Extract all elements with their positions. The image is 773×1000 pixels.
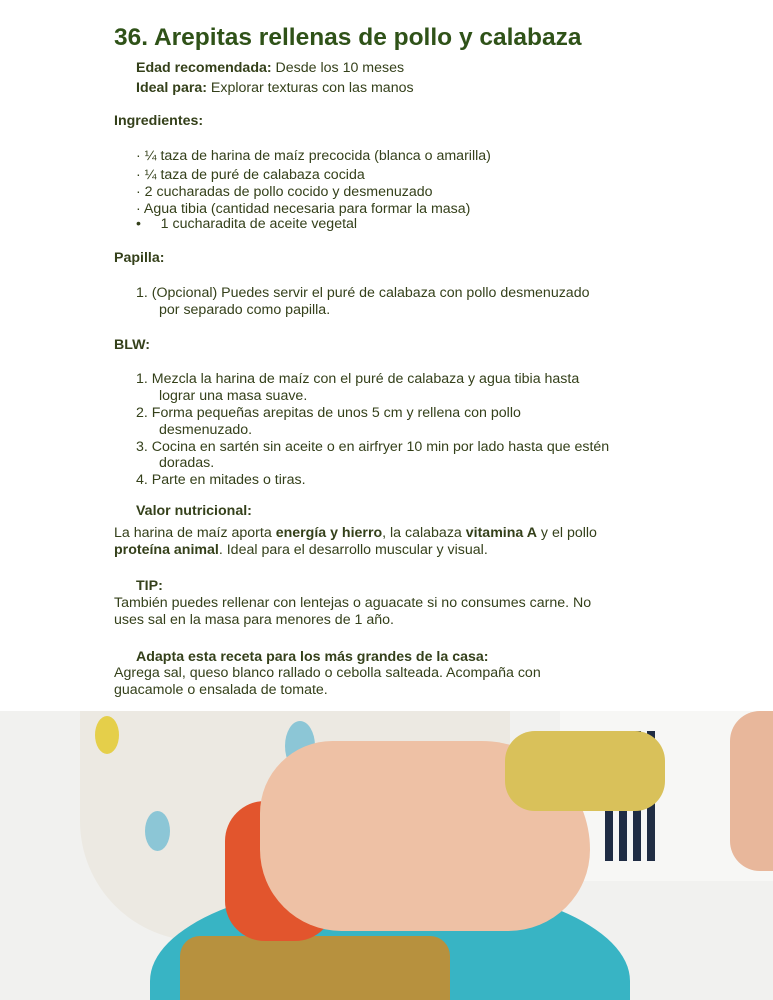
adapt-text: guacamole o ensalada de tomate. [114,682,328,698]
bib-dot [145,811,170,851]
highlight: proteína animal [114,542,219,558]
age-line [136,60,404,77]
blw-step: 4. Parte en mitades o tiras. [136,472,306,488]
blw-step-cont: lograr una masa suave. [159,388,308,404]
arepa-in-hand [505,731,665,811]
bib-dot [95,716,119,754]
highlight: energía y hierro [275,525,383,541]
tip-heading: TIP: [136,578,163,594]
papilla-step: 1. (Opcional) Puedes servir el puré de calabaza con pollo desmenuzado [136,285,590,301]
blw-step-cont: desmenuzado. [159,422,253,438]
tip-text: También puedes rellenar con lentejas o aguacate si no consumes carne. No [114,595,592,611]
blw-step: 3. Cocina en sartén sin aceite o en airfryer 10 min por lado hasta que estén [136,439,610,455]
arepa-on-plate [180,936,450,1000]
text: La harina de maíz aporta [114,525,276,541]
adapt-heading: Adapta esta receta para los más grandes de la casa: [136,649,489,665]
baby-arm-right [730,711,773,871]
adapt-text: Agrega sal, queso blanco rallado o cebolla salteada. Acompaña con [114,665,541,681]
baby-eating-photo [0,711,773,1000]
text: y el pollo [536,525,597,541]
ingredient-item: • 1 cucharadita de aceite vegetal [136,216,358,232]
nutrition-text-2 [114,542,488,559]
age-label: Edad recomendada: [136,60,272,76]
ideal-label: Ideal para: [136,80,207,96]
tip-text: uses sal en la masa para menores de 1 año. [114,612,394,628]
blw-step-cont: doradas. [159,455,215,471]
ideal-line [136,80,414,97]
ingredient-item: · Agua tibia (cantidad necesaria para formar la masa) [136,201,471,217]
page-title: 36. Arepitas rellenas de pollo y calabaza [114,24,582,51]
text: , la calabaza [382,525,466,541]
ingredients-heading: Ingredientes: [114,113,204,129]
nutrition-text-1 [114,525,597,542]
ideal-value: Explorar texturas con las manos [206,80,414,96]
age-value: Desde los 10 meses [271,60,405,76]
ingredient-item: · 2 cucharadas de pollo cocido y desmenuzado [136,184,433,200]
nutrition-heading: Valor nutricional: [136,503,252,519]
papilla-step-cont: por separado como papilla. [159,302,331,318]
ingredient-item: · ¼ taza de puré de calabaza cocida [136,167,365,183]
text: . Ideal para el desarrollo muscular y visual. [218,542,488,558]
highlight: vitamina A [465,525,537,541]
blw-step: 2. Forma pequeñas arepitas de unos 5 cm y rellena con pollo [136,405,521,421]
blw-heading: BLW: [114,337,150,353]
ingredient-item: · ¼ taza de harina de maíz precocida (blanca o amarilla) [136,148,491,164]
blw-step: 1. Mezcla la harina de maíz con el puré de calabaza y agua tibia hasta [136,371,580,387]
papilla-heading: Papilla: [114,250,165,266]
